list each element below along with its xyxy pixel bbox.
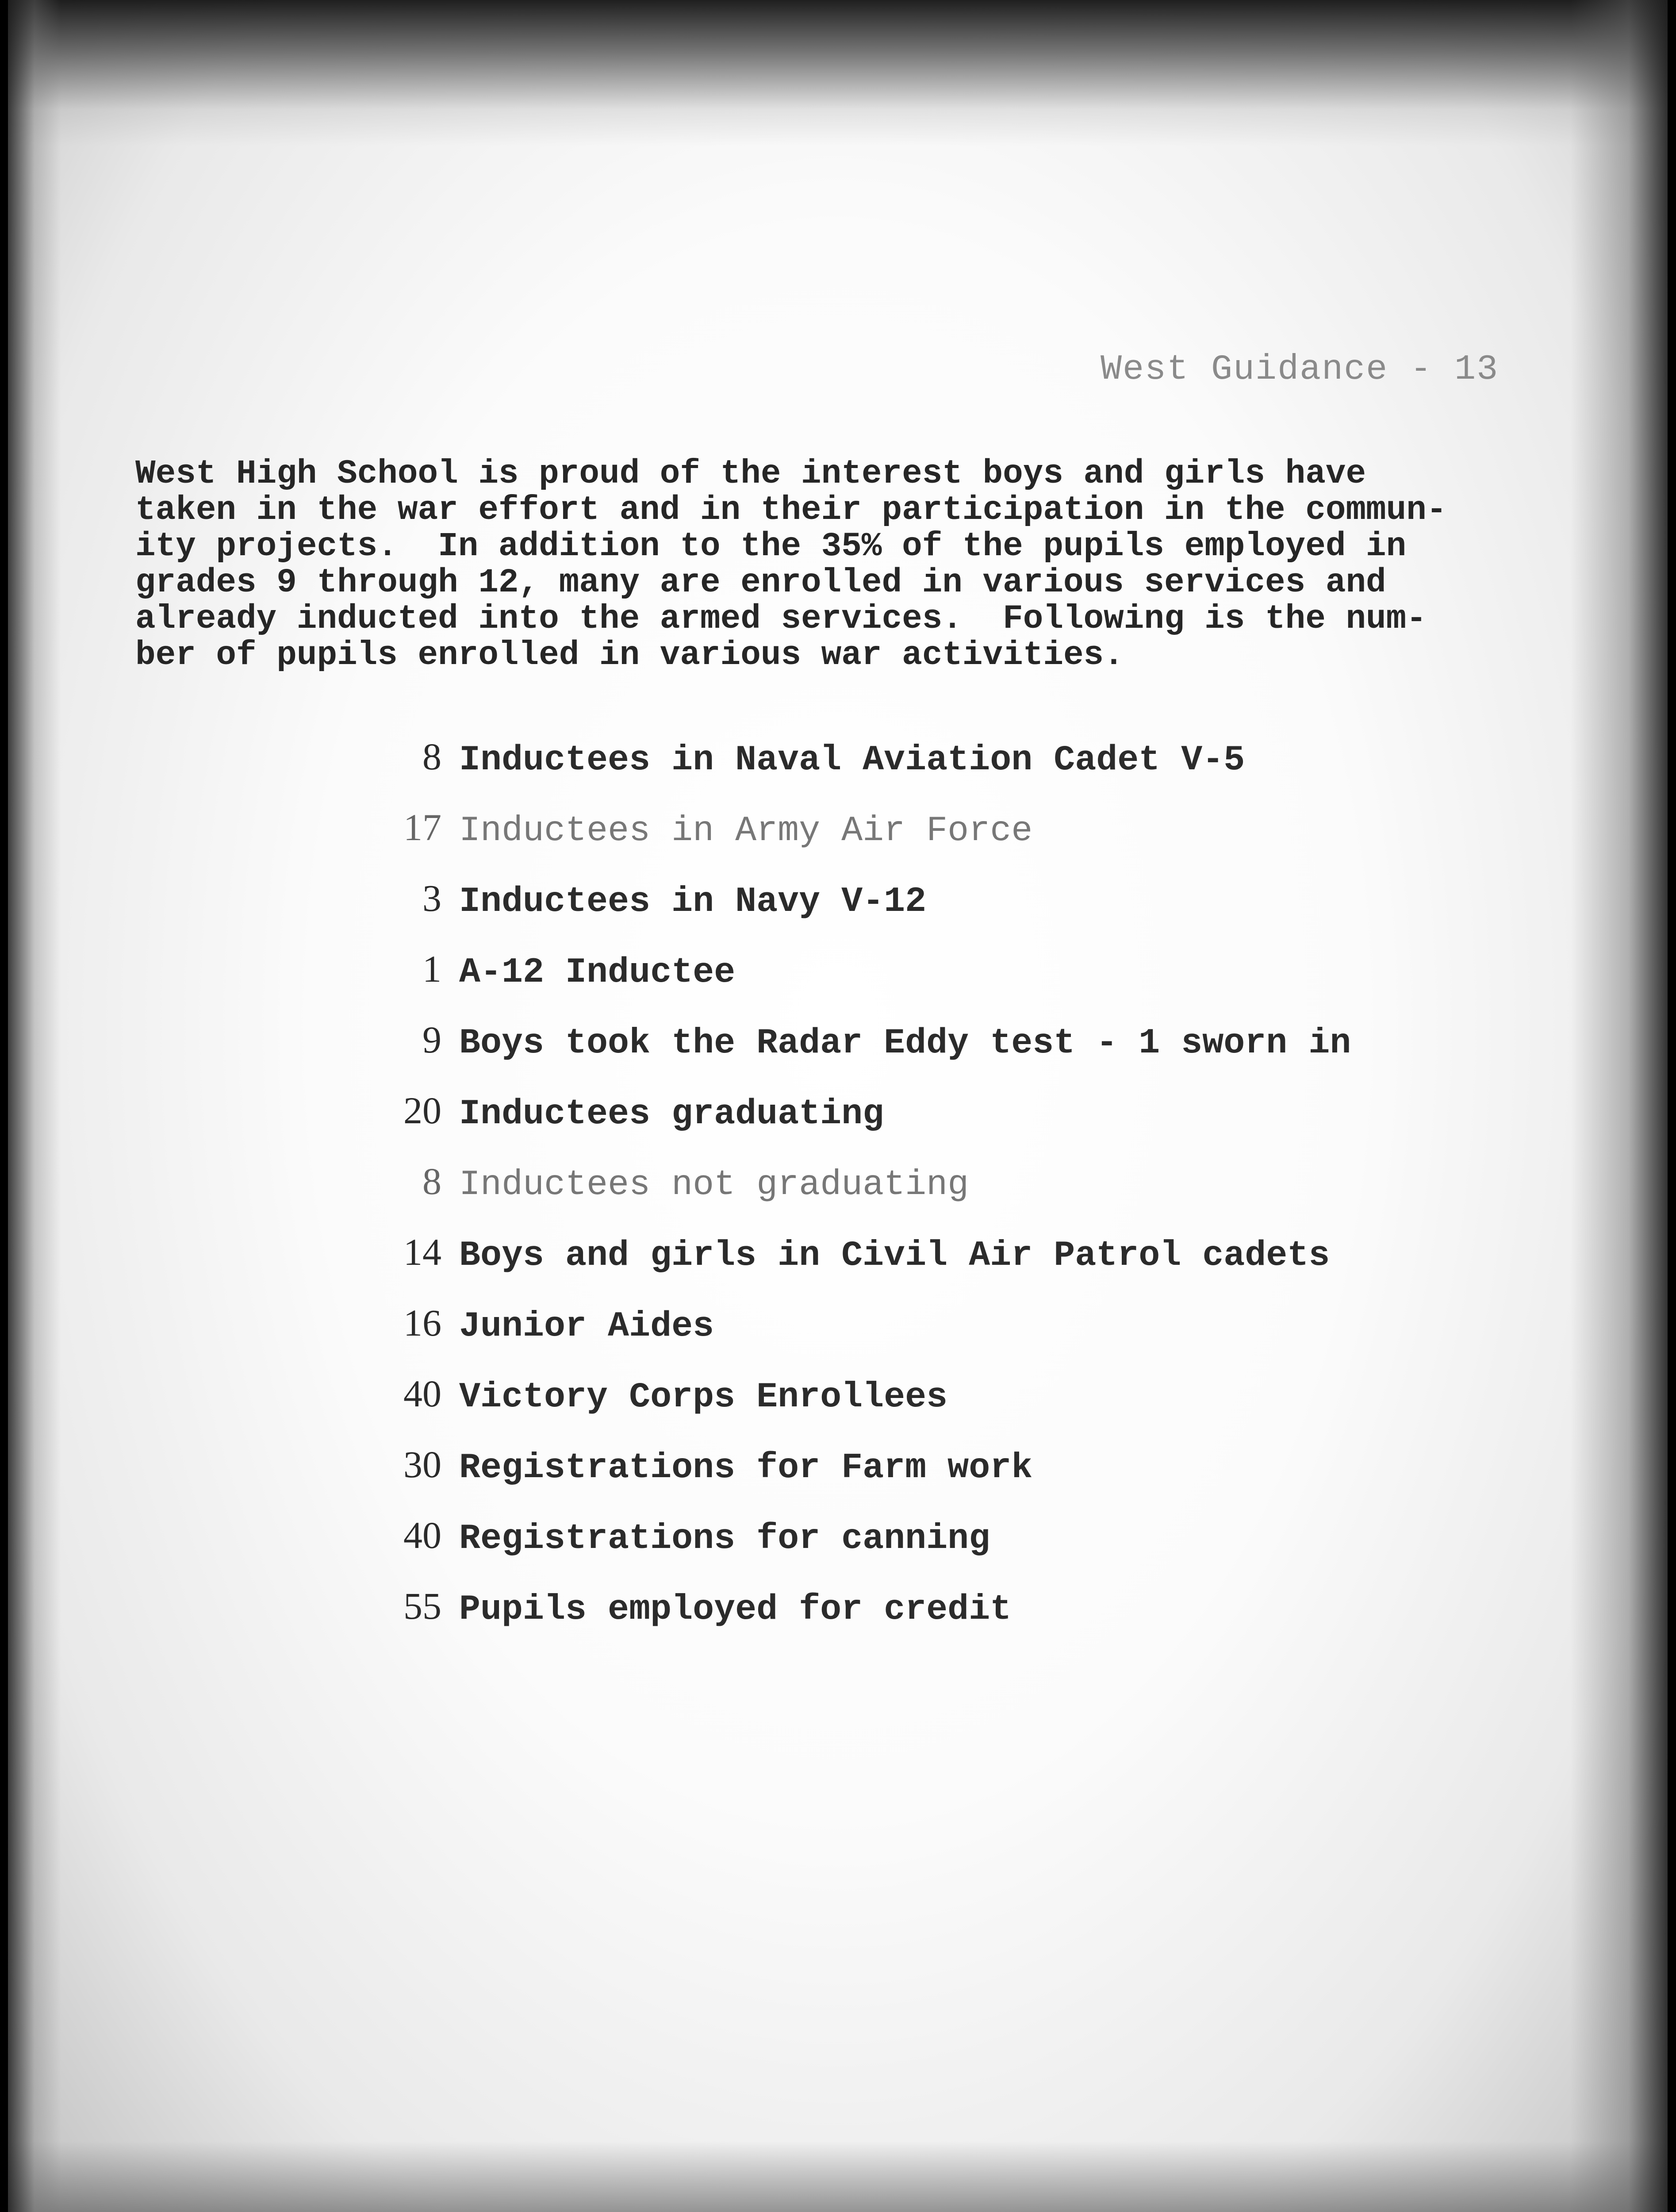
list-item bbox=[353, 1088, 1459, 1159]
list-item bbox=[353, 1018, 1459, 1088]
item-count: 1 bbox=[422, 948, 441, 990]
item-label: Registrations for canning bbox=[459, 1519, 990, 1559]
intro-line: already inducted into the armed services. Following is the num- bbox=[135, 600, 1427, 638]
item-label: Pupils employed for credit bbox=[459, 1590, 1012, 1630]
list-item bbox=[353, 1442, 1459, 1513]
item-count: 16 bbox=[403, 1302, 441, 1344]
item-label: Registrations for Farm work bbox=[459, 1448, 1033, 1488]
list-item bbox=[353, 947, 1459, 1018]
item-label: Inductees graduating bbox=[459, 1094, 884, 1134]
intro-line: ity projects. In addition to the 35% of the pupils employed in bbox=[135, 527, 1407, 565]
item-label: Victory Corps Enrollees bbox=[459, 1377, 948, 1417]
scan-shadow-top bbox=[8, 0, 1668, 146]
list-item bbox=[353, 1230, 1459, 1301]
activity-list bbox=[353, 734, 1459, 1655]
intro-line: taken in the war effort and in their participation in the commun- bbox=[135, 491, 1447, 529]
item-count: 40 bbox=[403, 1514, 441, 1556]
item-label: Inductees in Naval Aviation Cadet V-5 bbox=[459, 740, 1245, 780]
list-item bbox=[353, 1301, 1459, 1371]
intro-line: grades 9 through 12, many are enrolled in various services and bbox=[135, 564, 1386, 602]
intro-line: ber of pupils enrolled in various war activities. bbox=[135, 636, 1124, 674]
intro-line: West High School is proud of the interest boys and girls have bbox=[135, 455, 1366, 493]
list-item bbox=[353, 1371, 1459, 1442]
item-count: 55 bbox=[403, 1585, 441, 1627]
item-label: Boys took the Radar Eddy test - 1 sworn in bbox=[459, 1023, 1351, 1064]
list-item bbox=[353, 734, 1459, 805]
list-item bbox=[353, 805, 1459, 876]
item-label: Boys and girls in Civil Air Patrol cadets bbox=[459, 1236, 1330, 1276]
item-count: 30 bbox=[403, 1443, 441, 1486]
list-item bbox=[353, 1159, 1459, 1230]
list-item bbox=[353, 876, 1459, 947]
list-item bbox=[353, 1584, 1459, 1655]
item-count: 9 bbox=[422, 1018, 441, 1061]
item-label: Inductees not graduating bbox=[459, 1165, 969, 1205]
item-label: A-12 Inductee bbox=[459, 952, 736, 993]
paper-page bbox=[8, 0, 1668, 2212]
scan-shadow-bottom bbox=[8, 2141, 1668, 2212]
page-reference: West Guidance - 13 bbox=[1101, 349, 1499, 390]
item-count: 8 bbox=[422, 735, 441, 778]
item-label: Inductees in Army Air Force bbox=[459, 811, 1033, 851]
item-label: Inductees in Navy V-12 bbox=[459, 882, 927, 922]
item-count: 8 bbox=[422, 1160, 441, 1202]
item-count: 14 bbox=[403, 1231, 441, 1273]
item-count: 40 bbox=[403, 1372, 441, 1415]
scan-shadow-right bbox=[1570, 0, 1668, 2212]
item-label: Junior Aides bbox=[459, 1306, 714, 1347]
item-count: 17 bbox=[403, 806, 441, 849]
scan-shadow-left bbox=[8, 0, 61, 2212]
list-item bbox=[353, 1513, 1459, 1584]
item-count: 3 bbox=[422, 877, 441, 919]
intro-paragraph bbox=[135, 456, 1446, 673]
item-count: 20 bbox=[403, 1089, 441, 1132]
